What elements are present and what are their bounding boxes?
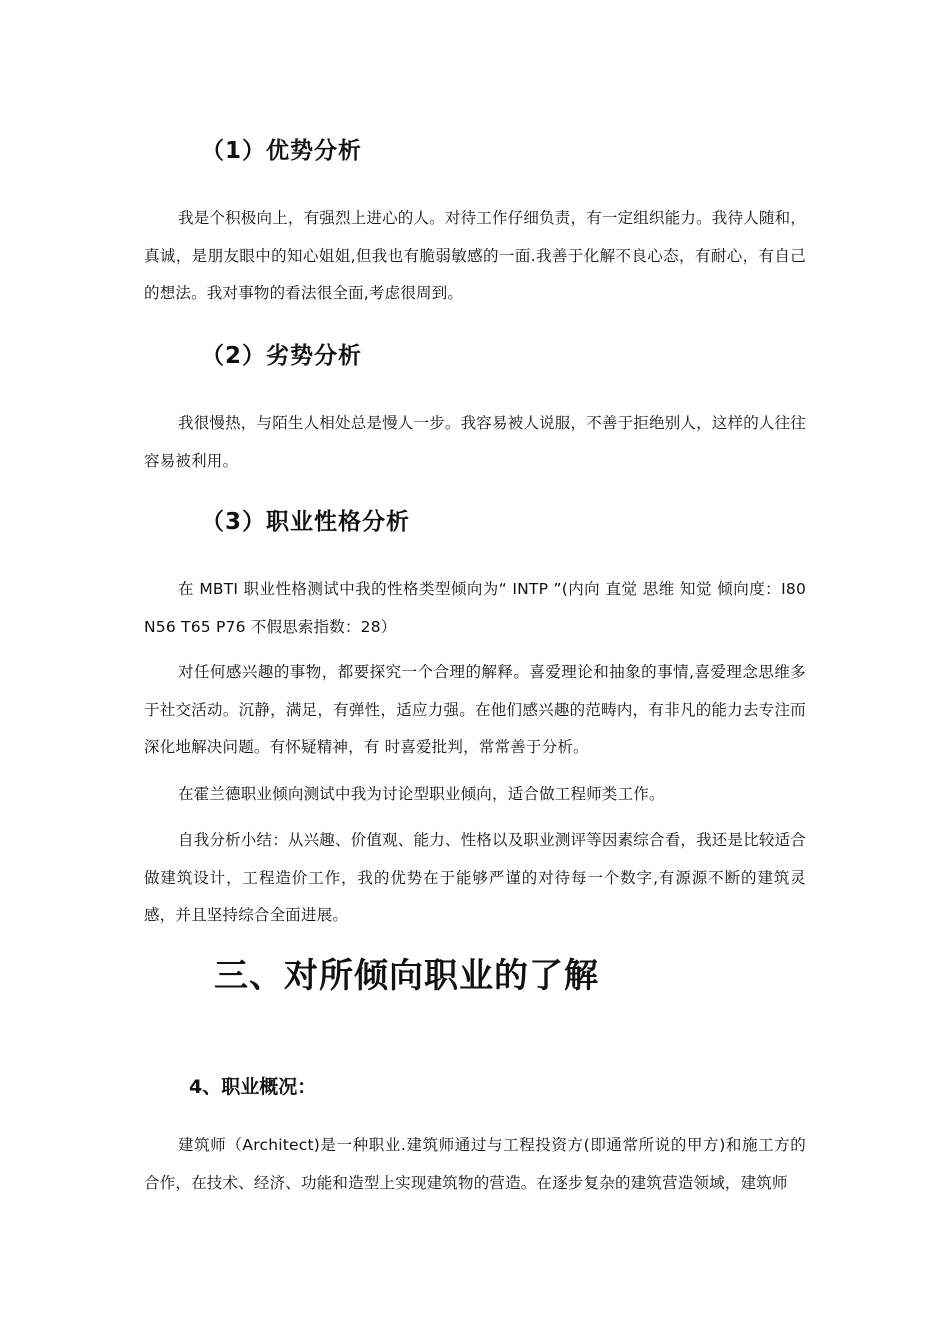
paragraph-mbti: 在 MBTI 职业性格测试中我的性格类型倾向为“ INTP ”(内向 直觉 思维 知觉 倾向度：I80 N56 T65 P76 不假思索指数：28） xyxy=(144,580,806,636)
heading-career-overview: 4、职业概况： xyxy=(189,1076,317,1098)
paragraph-personality-description: 对任何感兴趣的事物，都要探究一个合理的解释。喜爱理论和抽象的事情,喜爱理念思维多于社交活动。沉静，满足，有弹性，适应力强。在他们感兴趣的范畴内，有非凡的能力去专注而深化地解决问题。有怀疑精神，有 时喜爱批判，常常善于分析。 xyxy=(144,663,806,756)
heading-personality-analysis: （3）职业性格分析 xyxy=(201,509,411,535)
heading-strength-analysis: （1）优势分析 xyxy=(201,138,363,164)
paragraph-strength: 我是个积极向上，有强烈上进心的人。对待工作仔细负责，有一定组织能力。我待人随和，真诚，是朋友眼中的知心姐姐,但我也有脆弱敏感的一面.我善于化解不良心态，有耐心，有自己的想法。我对事物的看法很全面,考虑很周到。 xyxy=(144,209,807,302)
paragraph-holland: 在霍兰德职业倾向测试中我为讨论型职业倾向，适合做工程师类工作。 xyxy=(178,785,665,803)
paragraph-architect-overview: 建筑师（Architect)是一种职业.建筑师通过与工程投资方(即通常所说的甲方)和施工方的合作，在技术、经济、功能和造型上实现建筑物的营造。在逐步复杂的建筑营造领域，建筑师 xyxy=(144,1136,806,1192)
paragraph-weakness: 我很慢热，与陌生人相处总是慢人一步。我容易被人说服，不善于拒绝别人，这样的人往往容易被利用。 xyxy=(144,414,807,470)
chapter-heading-career-understanding: 三、对所倾向职业的了解 xyxy=(214,956,599,996)
heading-weakness-analysis: （2）劣势分析 xyxy=(201,343,363,369)
paragraph-self-analysis-summary: 自我分析小结：从兴趣、价值观、能力、性格以及职业测评等因素综合看，我还是比较适合做建筑设计，工程造价工作，我的优势在于能够严谨的对待每一个数字,有源源不断的建筑灵感，并且坚持综合全面进展。 xyxy=(144,831,807,924)
